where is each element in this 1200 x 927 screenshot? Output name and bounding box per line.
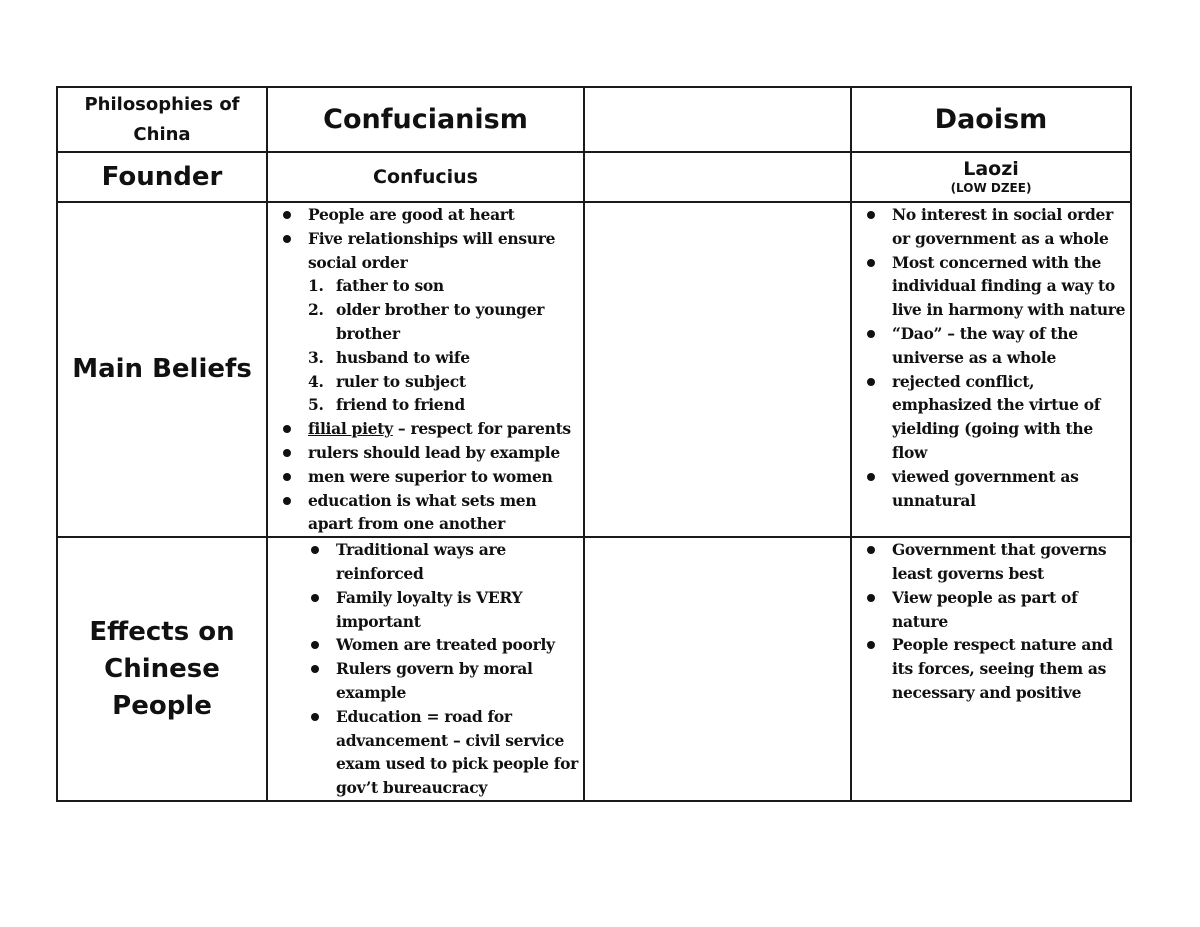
list-item: Traditional ways are reinforced <box>268 538 583 586</box>
empty-beliefs-cell <box>584 202 851 537</box>
list-item: People are good at heart <box>268 203 583 227</box>
list-item: People respect nature and its forces, seeing them as necessary and positive <box>852 633 1130 704</box>
empty-founder-cell <box>584 152 851 202</box>
effects-label-line-1: Effects on <box>89 616 235 647</box>
corner-header-cell <box>57 87 267 152</box>
daoism-founder: Laozi <box>963 158 1019 180</box>
filial-piety-definition: – respect for parents <box>392 419 571 439</box>
founder-label: Founder <box>57 152 267 202</box>
confucianism-header: Confucianism <box>267 87 584 152</box>
daoism-beliefs-cell <box>851 202 1131 537</box>
effects-row <box>57 537 1131 801</box>
corner-header-line-1: Philosophies of <box>84 93 240 115</box>
item-number: 4. <box>308 371 324 391</box>
list-item: “Dao” – the way of the universe as a whole <box>852 322 1130 370</box>
list-item: rejected conflict, emphasized the virtue of yielding (going with the flow <box>852 370 1130 465</box>
numbered-item <box>268 274 583 298</box>
philosophies-table <box>56 86 1132 802</box>
item-number: 3. <box>308 347 324 367</box>
item-text: husband to wife <box>336 347 470 367</box>
effects-label-cell <box>57 537 267 801</box>
main-beliefs-label: Main Beliefs <box>57 202 267 537</box>
daoism-effects-list <box>852 538 1130 705</box>
empty-header <box>584 87 851 152</box>
item-text: father to son <box>336 276 444 296</box>
item-text: older brother to younger brother <box>336 300 545 343</box>
confucianism-founder: Confucius <box>267 152 584 202</box>
numbered-item <box>268 346 583 370</box>
daoism-founder-cell <box>851 152 1131 202</box>
list-item: Family loyalty is VERY important <box>268 586 583 634</box>
item-number: 5. <box>308 395 324 415</box>
item-text: ruler to subject <box>336 371 466 391</box>
filial-piety-item <box>268 417 583 441</box>
item-number: 2. <box>308 300 324 320</box>
list-item: Women are treated poorly <box>268 633 583 657</box>
daoism-founder-pronunciation: (LOW DZEE) <box>950 181 1032 195</box>
list-item: Most concerned with the individual finding a way to live in harmony with nature <box>852 251 1130 322</box>
list-item: No interest in social order or government as a whole <box>852 203 1130 251</box>
daoism-effects-cell <box>851 537 1131 801</box>
list-item: viewed government as unnatural <box>852 465 1130 513</box>
list-item: men were superior to women <box>268 465 583 489</box>
list-item: rulers should lead by example <box>268 441 583 465</box>
numbered-item <box>268 393 583 417</box>
list-item: View people as part of nature <box>852 586 1130 634</box>
numbered-item <box>268 370 583 394</box>
list-item: education is what sets men apart from one another <box>268 489 583 537</box>
list-item: Education = road for advancement – civil service exam used to pick people for gov’t bureaucracy <box>268 705 583 800</box>
five-relationships-list <box>268 274 583 417</box>
filial-piety-term: filial piety <box>308 419 393 439</box>
confucianism-beliefs-cell <box>267 202 584 537</box>
confucianism-beliefs-list-b <box>268 417 583 536</box>
item-text: friend to friend <box>336 395 465 415</box>
item-number: 1. <box>308 276 324 296</box>
confucianism-effects-list <box>268 538 583 800</box>
confucianism-beliefs-list-a <box>268 203 583 274</box>
corner-header-line-2: China <box>133 123 191 145</box>
header-row <box>57 87 1131 152</box>
daoism-beliefs-list <box>852 203 1130 512</box>
founder-row <box>57 152 1131 202</box>
list-item: Five relationships will ensure social order <box>268 227 583 275</box>
effects-label-line-2: Chinese <box>104 653 220 684</box>
main-beliefs-row <box>57 202 1131 537</box>
daoism-header: Daoism <box>851 87 1131 152</box>
empty-effects-cell <box>584 537 851 801</box>
list-item: Government that governs least governs best <box>852 538 1130 586</box>
confucianism-effects-cell <box>267 537 584 801</box>
effects-label-line-3: People <box>112 690 212 721</box>
list-item: Rulers govern by moral example <box>268 657 583 705</box>
numbered-item <box>268 298 583 346</box>
